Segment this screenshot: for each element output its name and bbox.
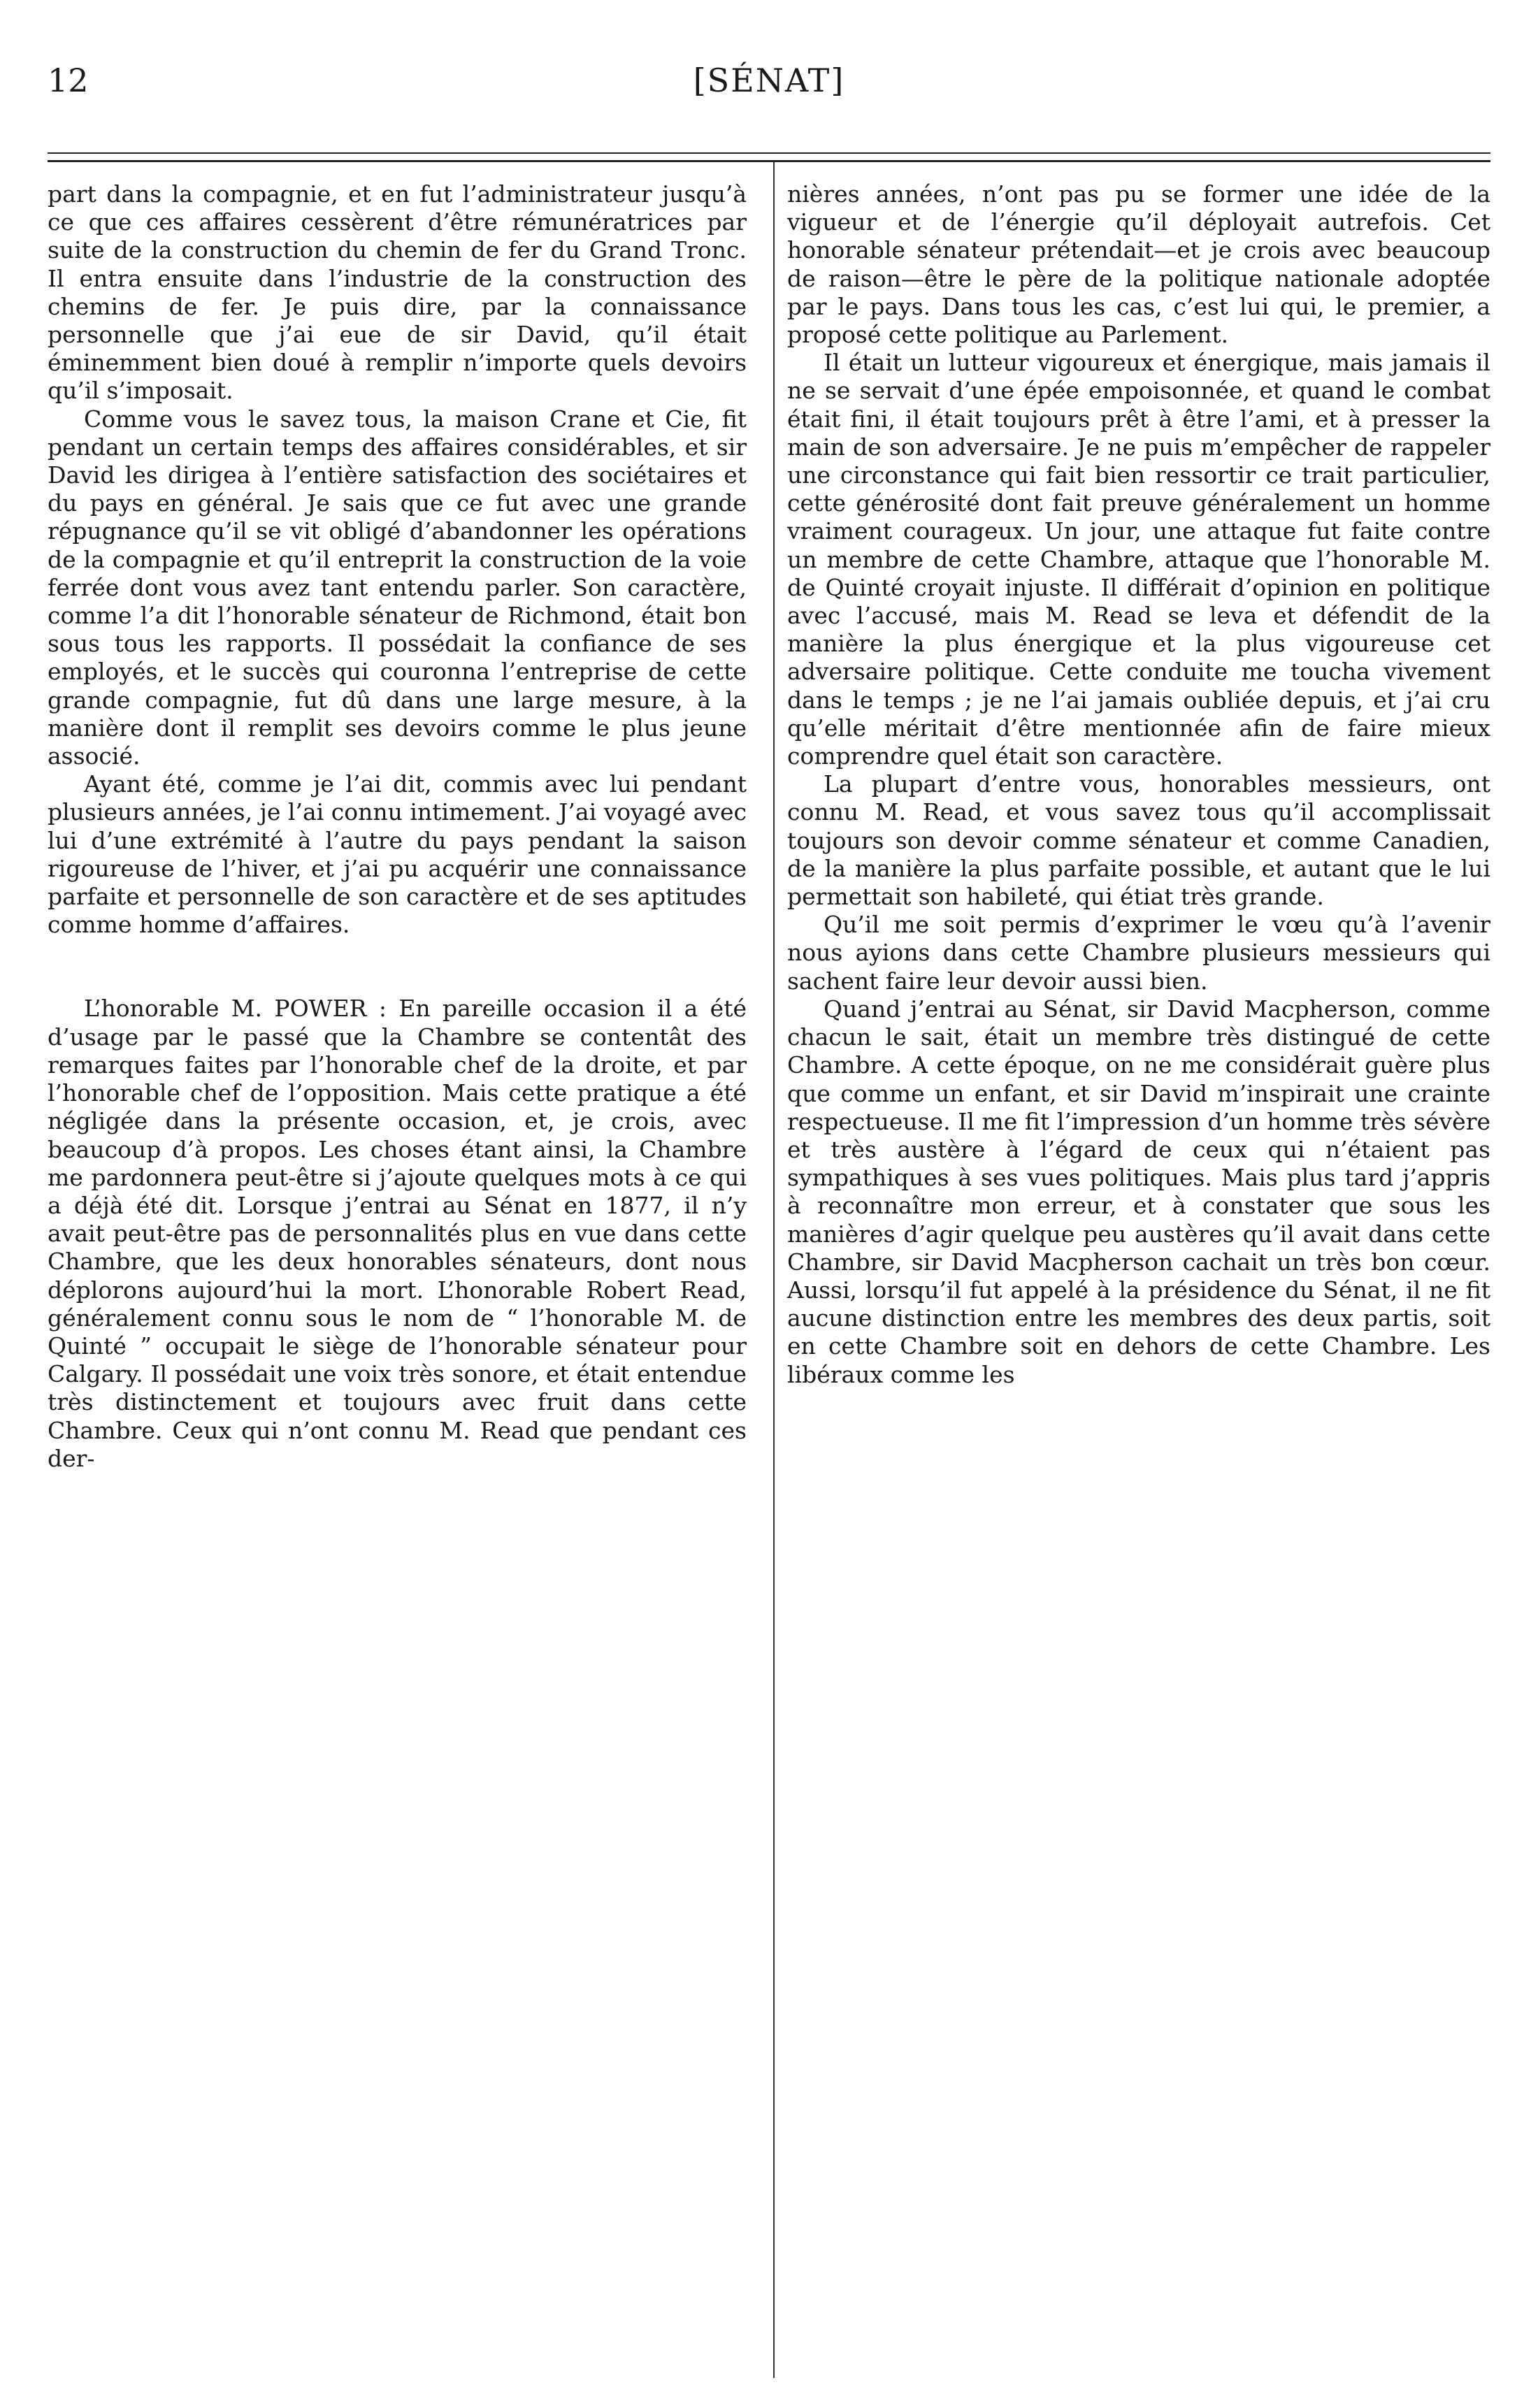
left-column — [48, 180, 747, 1473]
paragraph: Comme vous le savez tous, la maison Crane et Cie, fit pendant un certain temps des affaires considérables, et sir David les dirigea à l’entière satisfaction des sociétaires et du pays en général. Je sais que ce fut avec une grande répugnance qu’il se vit obligé d’abandonner les opérations de la compagnie et qu’il entreprit la construction de la voie ferrée dont vous avez tant entendu parler. Son caractère, comme l’a dit l’honorable sénateur de Richmond, était bon sous tous les rapports. Il possédait la confiance de ses employés, et le succès qui couronna l’entreprise de cette grande compagnie, fut dû dans une large mesure, à la manière dont il remplit ses devoirs comme le plus jeune associé. — [48, 405, 747, 770]
right-column — [787, 180, 1490, 1389]
paragraph: Qu’il me soit permis d’exprimer le vœu qu’à l’avenir nous ayions dans cette Chambre plusieurs messieurs qui sachent faire leur devoir aussi bien. — [787, 911, 1490, 995]
speaker-paragraph: L’honorable M. POWER : En pareille occasion il a été d’usage par le passé que la Chambre se contentât des remarques faites par l’honorable chef de la droite, et par l’honorable chef de l’opposition. Mais cette pratique a été négligée dans la présente occasion, et, je crois, avec beaucoup d’à propos. Les choses étant ainsi, la Chambre me pardonnera peut-être si j’ajoute quelques mots à ce qui a déjà été dit. Lorsque j’entrai au Sénat en 1877, il n’y avait peut-être pas de personnalités plus en vue dans cette Chambre, que les deux honorables sénateurs, dont nous déplorons aujourd’hui la mort. L’honorable Robert Read, généralement connu sous le nom de “ l’honorable M. de Quinté ” occupait le siège de l’honorable sénateur pour Calgary. Il possédait une voix très sonore, et était entendue très distinctement et toujours avec fruit dans cette Chambre. Ceux qui n’ont connu M. Read que pendant ces der- — [48, 995, 747, 1472]
header-rule-bottom — [48, 160, 1490, 162]
header-rule-top — [48, 152, 1490, 154]
page-number: 12 — [48, 62, 89, 99]
paragraph: Quand j’entrai au Sénat, sir David Macpherson, comme chacun le sait, était un membre très distingué de cette Chambre. A cette époque, on ne me considérait guère plus que comme un enfant, et sir David m’inspirait une crainte respectueuse. Il me fit l’impression d’un homme très sévère et très austère à l’égard de ceux qui n’étaient pas sympathiques à ses vues politiques. Mais plus tard j’appris à reconnaître mon erreur, et à constater que sous les manières d’agir quelque peu austères qu’il avait dans cette Chambre, sir David Macpherson cachait un très bon cœur. Aussi, lorsqu’il fut appelé à la présidence du Sénat, il ne fit aucune distinction entre les membres des deux partis, soit en cette Chambre soit en dehors de cette Chambre. Les libéraux comme les — [787, 995, 1490, 1388]
paragraph: La plupart d’entre vous, honorables messieurs, ont connu M. Read, et vous savez tous qu’il accomplissait toujours son devoir comme sénateur et comme Canadien, de la manière la plus parfaite possible, et autant que le lui permettait son habileté, qui étiat très grande. — [787, 770, 1490, 911]
paragraph: nières années, n’ont pas pu se former une idée de la vigueur et de l’énergie qu’il déployait autrefois. Cet honorable sénateur prétendait—et je crois avec beaucoup de raison—être le père de la politique nationale adoptée par le pays. Dans tous les cas, c’est lui qui, le premier, a proposé cette politique au Parlement. — [787, 180, 1490, 349]
running-head: [SÉNAT] — [693, 62, 845, 99]
column-divider — [773, 162, 775, 2378]
paragraph: Ayant été, comme je l’ai dit, commis avec lui pendant plusieurs années, je l’ai connu intimement. J’ai voyagé avec lui d’une extrémité à l’autre du pays pendant la saison rigoureuse de l’hiver, et j’ai pu acquérir une connaissance parfaite et personnelle de son caractère et de ses aptitudes comme homme d’affaires. — [48, 770, 747, 939]
paragraph: Il était un lutteur vigoureux et énergique, mais jamais il ne se servait d’une épée empoisonnée, et quand le combat était fini, il était toujours prêt à être l’ami, et à presser la main de son adversaire. Je ne puis m’empêcher de rappeler une circonstance qui fait bien ressortir ce trait particulier, cette générosité dont fait preuve généralement un homme vraiment courageux. Un jour, une attaque fut faite contre un membre de cette Chambre, attaque que l’honorable M. de Quinté croyait injuste. Il différait d’opinion en politique avec l’accusé, mais M. Read se leva et défendit de la manière la plus énergique et la plus vigoureuse cet adversaire politique. Cette conduite me toucha vivement dans le temps ; je ne l’ai jamais oubliée depuis, et j’ai cru qu’elle méritait d’être mentionnée afin de faire mieux comprendre quel était son caractère. — [787, 349, 1490, 770]
paragraph: part dans la compagnie, et en fut l’administrateur jusqu’à ce que ces affaires cessèrent d’être rémunératrices par suite de la construction du chemin de fer du Grand Tronc. Il entra ensuite dans l’industrie de la construction des chemins de fer. Je puis dire, par la connaissance personnelle que j’ai eue de sir David, qu’il était éminemment bien doué à remplir n’importe quels devoirs qu’il s’imposait. — [48, 180, 747, 405]
